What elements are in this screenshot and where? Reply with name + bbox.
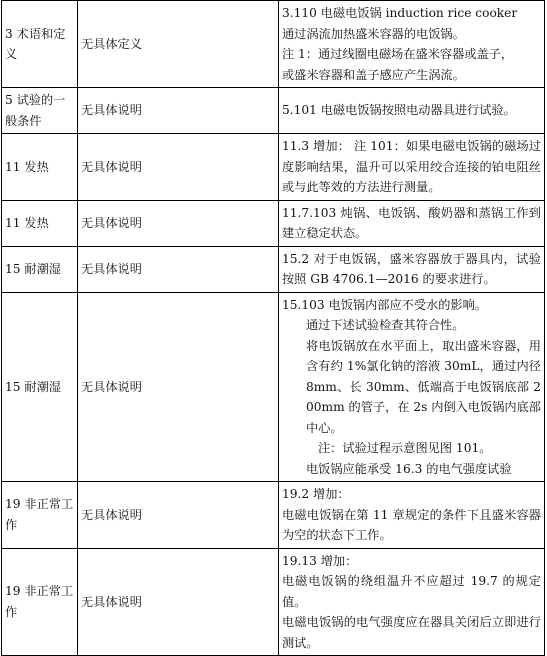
requirement-line: 电磁电饭锅的电气强度应在器具关闭后立即进行测试。	[282, 615, 541, 650]
requirement-line: 3.110 电磁电饭锅 induction rice cooker	[282, 6, 518, 20]
requirement-cell	[279, 246, 545, 292]
requirement-line: 15.103 电饭锅内部应不受水的影响。	[282, 297, 487, 312]
requirement-line: 5.101 电磁电饭锅按照电动器具进行试验。	[282, 103, 516, 118]
description-cell: 无具体说明	[78, 292, 279, 482]
table-row	[2, 482, 545, 549]
clause-cell: 19 非正常工作	[2, 548, 78, 656]
requirement-line: 19.2 增加：	[282, 487, 350, 501]
requirement-line: 通过涡流加热盛米容器的电饭锅。	[282, 26, 465, 41]
requirement-line: 通过下述试验检查其符合性。	[306, 318, 465, 332]
requirement-line: 15.2 对于电饭锅，盛米容器放于器具内，试验按照 GB 4706.1—2016 的要求进行。	[282, 251, 541, 286]
clause-cell: 3 术语和定义	[2, 1, 78, 88]
table-row	[2, 292, 545, 482]
requirement-line: 11.3 增加： 注 101：如果电磁电饭锅的磁场过度影响结果，温升可以采用绞合连接的铂电阻丝或与此等效的方法进行测量。	[282, 139, 541, 194]
requirement-cell	[279, 134, 545, 201]
description-cell: 无具体定义	[78, 1, 279, 88]
requirement-cell	[279, 292, 545, 482]
description-cell: 无具体说明	[78, 88, 279, 134]
table-row	[2, 548, 545, 656]
clause-cell: 11 发热	[2, 200, 78, 246]
requirement-line: 11.7.103 炖锅、电饭锅、酸奶器和蒸锅工作到建立稳定状态。	[282, 205, 541, 240]
table-row	[2, 88, 545, 134]
requirement-line: 19.13 增加：	[282, 553, 358, 568]
description-cell: 无具体说明	[78, 246, 279, 292]
requirement-cell	[279, 1, 545, 88]
requirement-line: 电磁电饭锅的绕组温升不应超过 19.7 的规定值。	[282, 574, 541, 609]
requirement-line: 将电饭锅放在水平面上，取出盛米容器，用含有约 1%氯化钠的溶液 30mL，通过内径 8mm、长 30mm、低端高于电饭锅底部 200mm 的管子，在 2s 内倒入电饭锅内底部中心。	[306, 338, 541, 435]
clause-cell: 11 发热	[2, 134, 78, 201]
clause-cell: 15 耐潮湿	[2, 246, 78, 292]
requirement-line: 注：试验过程示意图见图 101。	[318, 441, 492, 455]
requirement-cell	[279, 200, 545, 246]
table-row	[2, 134, 545, 201]
standard-clause-table	[1, 0, 545, 656]
description-cell: 无具体说明	[78, 134, 279, 201]
requirement-line: 电磁电饭锅在第 11 章规定的条件下且盛米容器为空的状态下工作。	[282, 507, 541, 542]
clause-cell: 19 非正常工作	[2, 482, 78, 549]
requirement-line: 或盛米容器和盖子感应产生涡流。	[282, 67, 465, 82]
requirement-line: 注 1：通过线圈电磁场在盛米容器或盖子，	[282, 47, 514, 61]
requirement-cell	[279, 548, 545, 656]
requirement-cell	[279, 482, 545, 549]
requirement-line: 电饭锅应能承受 16.3 的电气强度试验	[306, 461, 512, 476]
description-cell: 无具体说明	[78, 548, 279, 656]
table-row	[2, 246, 545, 292]
description-cell: 无具体说明	[78, 200, 279, 246]
table-row	[2, 1, 545, 88]
clause-cell: 5 试验的一般条件	[2, 88, 78, 134]
requirement-cell	[279, 88, 545, 134]
table-row	[2, 200, 545, 246]
description-cell: 无具体说明	[78, 482, 279, 549]
clause-cell: 15 耐潮湿	[2, 292, 78, 482]
